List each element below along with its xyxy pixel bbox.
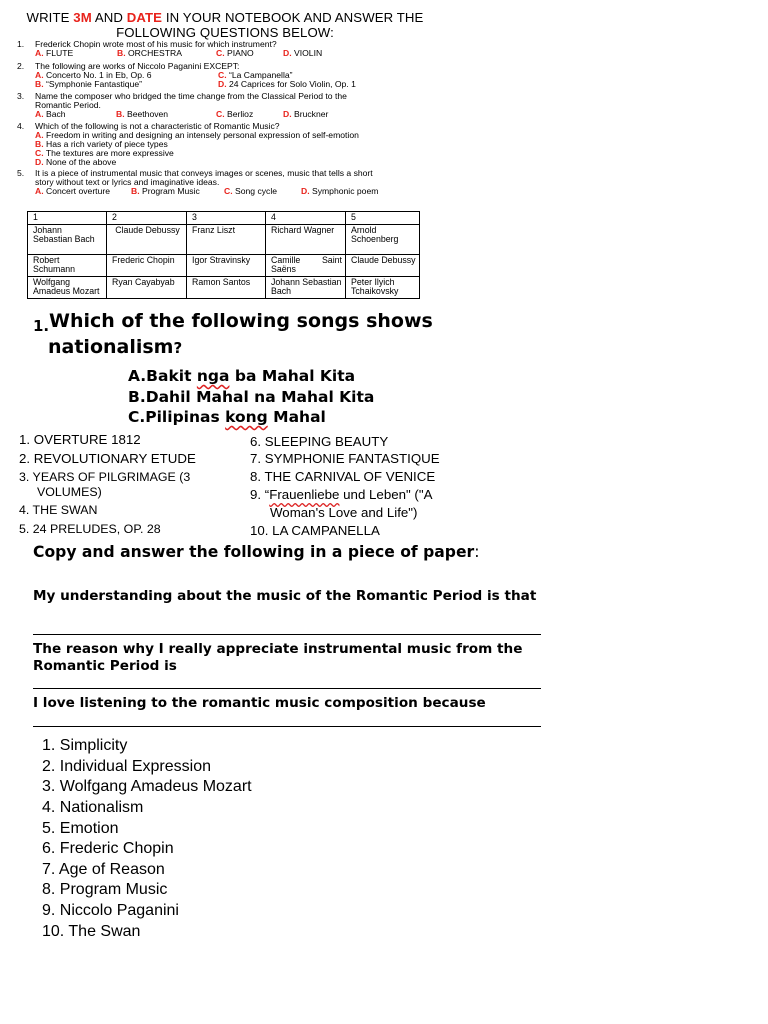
list-item: 2. REVOLUTIONARY ETUDE bbox=[19, 451, 196, 466]
question-1: 1. Frederick Chopin wrote most of his music for which instrument? A. FLUTE B. ORCHESTRA C. PIANO D. VIOLIN bbox=[17, 39, 323, 58]
option-d: D. None of the above bbox=[35, 157, 117, 167]
table-row bbox=[28, 224, 420, 254]
list-item: VOLUMES) bbox=[37, 485, 102, 499]
table-header-cell: 4 bbox=[266, 212, 346, 225]
list-item: 7. Age of Reason bbox=[42, 861, 165, 878]
option-b: B. Has a rich variety of piece types bbox=[35, 139, 168, 149]
question-2: 2. The following are works of Niccolo Paganini EXCEPT: A. Concerto No. 1 in Eb, Op. 6 C. “La Campanella” B. “Symphonie Fantastique” D. 24 Caprices for Solo Violin, Op. 1 bbox=[17, 61, 356, 89]
question-5: 5. It is a piece of instrumental music that conveys images or scenes, music that tells a short story without text or lyrics and imaginative ideas. A. Concert overture B. Program Music C. Song cycle D. Symphonic poem bbox=[17, 168, 379, 196]
option-a: A. Bach bbox=[35, 109, 66, 119]
list-item: 8. THE CARNIVAL OF VENICE bbox=[250, 469, 436, 484]
option-a: A. Freedom in writing and designing an intensely personal expression of self-emotion bbox=[35, 130, 359, 140]
option-d: D. Symphonic poem bbox=[301, 186, 379, 196]
table-cell: Peter Ilyich Tchaikovsky bbox=[346, 276, 420, 298]
table-cell: Claude Debussy bbox=[107, 224, 187, 254]
option-d: D. 24 Caprices for Solo Violin, Op. 1 bbox=[218, 79, 356, 89]
list-item: 2. Individual Expression bbox=[42, 758, 211, 775]
reflection-prompt-2: The reason why I really appreciate instrumental music from the Romantic Period is bbox=[33, 641, 523, 674]
option-b: B. Program Music bbox=[131, 186, 200, 196]
table-cell: Arnold Schoenberg bbox=[346, 224, 420, 254]
option-c: C. The textures are more expressive bbox=[35, 148, 174, 158]
table-cell: Franz Liszt bbox=[187, 224, 266, 254]
table-cell: Ramon Santos bbox=[187, 276, 266, 298]
table-header-cell: 3 bbox=[187, 212, 266, 225]
list-item: 6. SLEEPING BEAUTY bbox=[250, 434, 389, 449]
table-cell: Johann Sebastian Bach bbox=[28, 224, 107, 254]
option-a: A. Concerto No. 1 in Eb, Op. 6 bbox=[35, 70, 152, 80]
title-line-1: WRITE 3M AND DATE IN YOUR NOTEBOOK AND ANSWER THE bbox=[26, 10, 424, 25]
red-highlight-3m: 3M bbox=[73, 10, 92, 25]
option-c: C. PIANO bbox=[216, 48, 254, 58]
list-item: 5. Emotion bbox=[42, 820, 119, 837]
table-row bbox=[28, 254, 420, 276]
list-item: 4. THE SWAN bbox=[19, 503, 98, 517]
list-item: 1. OVERTURE 1812 bbox=[19, 432, 141, 447]
option-d: D. Bruckner bbox=[283, 109, 329, 119]
table-cell: Johann Sebastian Bach bbox=[266, 276, 346, 298]
list-item: 4. Nationalism bbox=[42, 799, 144, 816]
reflection-prompt-1: My understanding about the music of the Romantic Period is that bbox=[33, 588, 537, 604]
list-item: Woman's Love and Life") bbox=[270, 505, 418, 520]
table-header-row bbox=[28, 212, 420, 225]
answer-line bbox=[33, 726, 541, 727]
option-b: B. ORCHESTRA bbox=[117, 48, 182, 58]
table-cell: Wolfgang Amadeus Mozart bbox=[28, 276, 107, 298]
question-4: 4. Which of the following is not a characteristic of Romantic Music? A. Freedom in writing and designing an intensely personal expression of self-emotion B. Has a rich variety of piece types C. The textures are more expressive D. None of the above bbox=[17, 121, 359, 167]
table-cell: Camille Saint Saëns bbox=[266, 254, 346, 276]
answer-line bbox=[33, 634, 541, 635]
option-a: A. FLUTE bbox=[35, 48, 74, 58]
table-cell: Igor Stravinsky bbox=[187, 254, 266, 276]
red-highlight-date: DATE bbox=[126, 10, 163, 25]
table-cell: Frederic Chopin bbox=[107, 254, 187, 276]
table-header-cell: 5 bbox=[346, 212, 420, 225]
list-item: 3. Wolfgang Amadeus Mozart bbox=[42, 778, 252, 795]
page-title bbox=[0, 10, 450, 40]
composer-table bbox=[27, 211, 420, 299]
option-b: B. Beethoven bbox=[116, 109, 169, 119]
option-c: C. Berlioz bbox=[216, 109, 254, 119]
list-item: 7. SYMPHONIE FANTASTIQUE bbox=[250, 451, 440, 466]
option-d: D. VIOLIN bbox=[283, 48, 323, 58]
song-option-c: C.Pilipinas kong Mahal bbox=[128, 408, 326, 426]
table-header-cell: 2 bbox=[107, 212, 187, 225]
list-item: 10. LA CAMPANELLA bbox=[250, 523, 380, 538]
question-3: 3. Name the composer who bridged the time change from the Classical Period to the Romantic Period. A. Bach B. Beethoven C. Berlioz D. Bruckner bbox=[17, 91, 347, 119]
list-item: 10. The Swan bbox=[42, 923, 141, 940]
song-option-a: A.Bakit nga ba Mahal Kita bbox=[128, 367, 356, 385]
table-row bbox=[28, 276, 420, 298]
table-cell: Richard Wagner bbox=[266, 224, 346, 254]
reflection-prompt-3: I love listening to the romantic music composition because bbox=[33, 695, 486, 711]
list-item: 5. 24 PRELUDES, OP. 28 bbox=[19, 522, 161, 536]
option-c: C. Song cycle bbox=[224, 186, 278, 196]
list-item: 1. Simplicity bbox=[42, 737, 128, 754]
answer-line bbox=[33, 688, 541, 689]
list-item: 8. Program Music bbox=[42, 881, 168, 898]
question-number: 1. bbox=[33, 317, 50, 335]
question-line-2: nationalism? bbox=[48, 336, 183, 358]
table-cell: Ryan Cayabyab bbox=[107, 276, 187, 298]
title-line-2: FOLLOWING QUESTIONS BELOW: bbox=[116, 25, 334, 40]
section-heading: Copy and answer the following in a piece of paper: bbox=[33, 543, 480, 561]
table-header-cell: 1 bbox=[28, 212, 107, 225]
list-item: 3. YEARS OF PILGRIMAGE (3 bbox=[19, 470, 191, 484]
song-option-b: B.Dahil Mahal na Mahal Kita bbox=[128, 388, 375, 406]
option-c: C. “La Campanella” bbox=[218, 70, 293, 80]
question-line-1: Which of the following songs shows bbox=[49, 310, 433, 332]
option-b: B. “Symphonie Fantastique” bbox=[35, 79, 142, 89]
option-a: A. Concert overture bbox=[35, 186, 110, 196]
list-item: 9. Niccolo Paganini bbox=[42, 902, 179, 919]
table-cell: Robert Schumann bbox=[28, 254, 107, 276]
list-item: 9. “Frauenliebe und Leben" ("A bbox=[250, 487, 433, 502]
table-cell: Claude Debussy bbox=[346, 254, 420, 276]
list-item: 6. Frederic Chopin bbox=[42, 840, 174, 857]
